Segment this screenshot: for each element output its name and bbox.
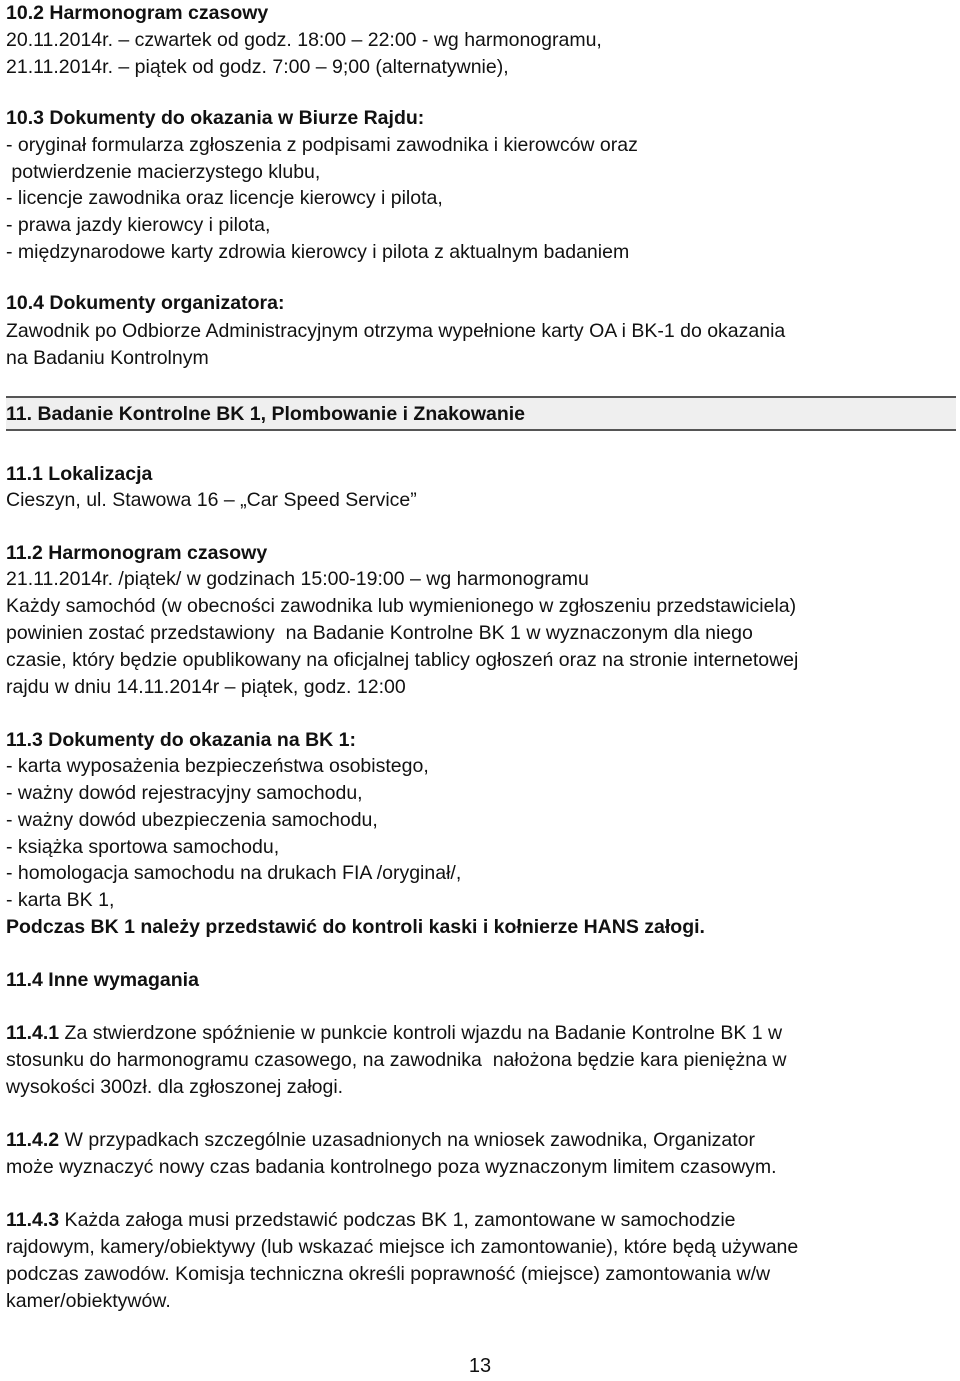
section-11-1-heading: 11.1 Lokalizacja <box>6 463 153 485</box>
section-11-3-line: - ważny dowód ubezpieczenia samochodu, <box>6 809 378 831</box>
section-11-2-line: 21.11.2014r. /piątek/ w godzinach 15:00-19:00 – wg harmonogramu <box>6 568 589 590</box>
section-10-2-heading: 10.2 Harmonogram czasowy <box>6 2 269 24</box>
paragraph-number: 11.4.3 <box>6 1209 60 1231</box>
section-11-4-heading: 11.4 Inne wymagania <box>6 969 199 991</box>
section-10-4-line: na Badaniu Kontrolnym <box>6 347 209 369</box>
paragraph-11-4-3-line: podczas zawodów. Komisja techniczna określi poprawność (miejsce) zamontowania w/w <box>6 1263 771 1285</box>
section-10-3-line: - oryginał formularza zgłoszenia z podpisami zawodnika i kierowców oraz <box>6 134 638 156</box>
section-10-4-heading: 10.4 Dokumenty organizatora: <box>6 292 285 314</box>
section-11-banner <box>6 396 956 431</box>
paragraph-number: 11.4.1 <box>6 1022 60 1044</box>
paragraph-number: 11.4.2 <box>6 1129 60 1151</box>
paragraph-11-4-3-line: rajdowym, kamery/obiektywy (lub wskazać miejsce ich zamontowanie), które będą używane <box>6 1236 799 1258</box>
paragraph-11-4-1 <box>6 1020 782 1047</box>
section-10-3-line: - prawa jazdy kierowcy i pilota, <box>6 214 271 236</box>
paragraph-11-4-1-line: wysokości 300zł. dla zgłoszonej załogi. <box>6 1076 344 1098</box>
section-11-2-line: Każdy samochód (w obecności zawodnika lub wymienionego w zgłoszeniu przedstawiciela) <box>6 595 797 617</box>
paragraph-text: Za stwierdzone spóźnienie w punkcie kontroli wjazdu na Badanie Kontrolne BK 1 w <box>59 1022 783 1044</box>
paragraph-11-4-3-line: kamer/obiektywów. <box>6 1290 171 1312</box>
section-10-3-line: - międzynarodowe karty zdrowia kierowcy i pilota z aktualnym badaniem <box>6 241 630 263</box>
section-10-4-line: Zawodnik po Odbiorze Administracyjnym otrzyma wypełnione karty OA i BK-1 do okazania <box>6 320 786 342</box>
section-11-3-line: - homologacja samochodu na drukach FIA /oryginał/, <box>6 862 462 884</box>
section-11-3-line: - ważny dowód rejestracyjny samochodu, <box>6 782 363 804</box>
section-11-3-heading: 11.3 Dokumenty do okazania na BK 1: <box>6 729 357 751</box>
section-11-2-line: rajdu w dniu 14.11.2014r – piątek, godz. 12:00 <box>6 676 406 698</box>
section-10-2-line: 21.11.2014r. – piątek od godz. 7:00 – 9;00 (alternatywnie), <box>6 56 509 78</box>
paragraph-11-4-3 <box>6 1207 736 1234</box>
section-10-3-line: - licencje zawodnika oraz licencje kierowcy i pilota, <box>6 187 443 209</box>
section-11-2-heading: 11.2 Harmonogram czasowy <box>6 542 268 564</box>
section-10-2-line: 20.11.2014r. – czwartek od godz. 18:00 – 22:00 - wg harmonogramu, <box>6 29 602 51</box>
section-10-3-line: potwierdzenie macierzystego klubu, <box>6 161 321 183</box>
section-11-2-line: powinien zostać przedstawiony na Badanie Kontrolne BK 1 w wyznaczonym dla niego <box>6 622 753 644</box>
paragraph-text: Każda załoga musi przedstawić podczas BK 1, zamontowane w samochodzie <box>59 1209 736 1231</box>
section-11-3-line: - książka sportowa samochodu, <box>6 836 280 858</box>
page-number: 13 <box>468 1355 492 1377</box>
section-11-3-bold-note: Podczas BK 1 należy przedstawić do kontroli kaski i kołnierze HANS załogi. <box>6 916 705 938</box>
section-11-3-line: - karta BK 1, <box>6 889 115 911</box>
paragraph-11-4-2-line: może wyznaczyć nowy czas badania kontrolnego poza wyznaczonym limitem czasowym. <box>6 1156 777 1178</box>
section-11-2-line: czasie, który będzie opublikowany na oficjalnej tablicy ogłoszeń oraz na stronie internetowej <box>6 649 799 671</box>
section-11-1-line: Cieszyn, ul. Stawowa 16 – „Car Speed Service” <box>6 489 417 511</box>
section-10-3-heading: 10.3 Dokumenty do okazania w Biurze Rajdu: <box>6 107 425 129</box>
section-11-heading: 11. Badanie Kontrolne BK 1, Plombowanie i Znakowanie <box>6 403 526 425</box>
section-11-3-line: - karta wyposażenia bezpieczeństwa osobistego, <box>6 755 429 777</box>
paragraph-11-4-2 <box>6 1127 755 1154</box>
paragraph-11-4-1-line: stosunku do harmonogramu czasowego, na zawodnika nałożona będzie kara pieniężna w <box>6 1049 787 1071</box>
paragraph-text: W przypadkach szczególnie uzasadnionych na wniosek zawodnika, Organizator <box>59 1129 756 1151</box>
